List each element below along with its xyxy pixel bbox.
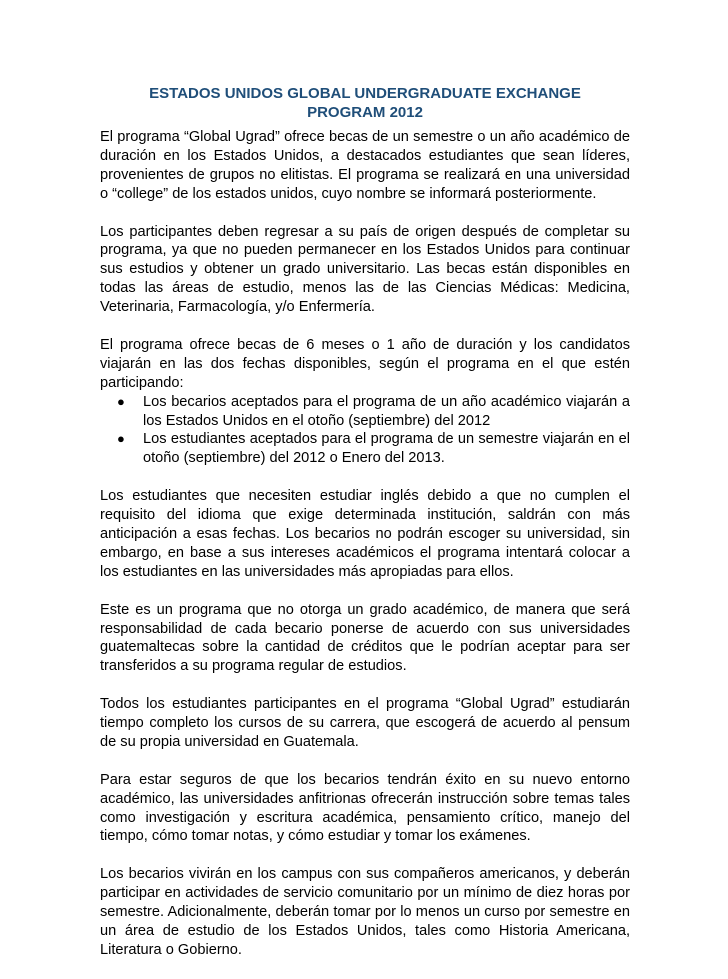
paragraph-return-requirement: Los participantes deben regresar a su país de origen después de completar su programa, ya que no pueden permanecer en los Estados Unidos para continuar sus estudios y obtener un grado universitario. Las becas están disponibles en todas las áreas de estudio, menos las de las Ciencias Médicas: Medicina, Veterinaria, Farmacología, y/o Enfermería. [100, 223, 630, 316]
paragraph-english-study: Los estudiantes que necesiten estudiar inglés debido a que no cumplen el requisito del idioma que exige determinada institución, saldrán con más anticipación a esas fechas. Los becarios no podrán escoger su universidad, sin embargo, en base a sus intereses académicos el programa intentará colocar a los estudiantes en las universidades más apropiadas para ellos. [100, 488, 630, 580]
document-title [100, 84, 630, 122]
list-item [100, 430, 630, 468]
paragraph-credits: Este es un programa que no otorga un grado académico, de manera que será responsabilidad de cada becario ponerse de acuerdo con sus universidades guatemaltecas sobre la cantidad de créditos que le podrían aceptar para ser transferidos a su programa regular de estudios. [100, 601, 630, 675]
list-item-text: Los becarios aceptados para el programa de un año académico viajarán a los Estados Unidos en el otoño (septiembre) del 2012 [143, 393, 630, 429]
paragraph-intro: El programa “Global Ugrad” ofrece becas de un semestre o un año académico de duración en los Estados Unidos, a destacados estudiantes que sean líderes, provenientes de grupos no elitistas. El programa se realizará en una universidad o “college” de los estados unidos, cuyo nombre se informará posteriormente. [100, 129, 630, 202]
bullet-icon: ● [117, 393, 125, 409]
paragraph-durations: El programa ofrece becas de 6 meses o 1 año de duración y los candidatos viajarán en las dos fechas disponibles, según el programa en el que estén participando: [100, 336, 630, 391]
list-item-text: Los estudiantes aceptados para el programa de un semestre viajarán en el otoño (septiembre) del 2012 o Enero del 2013. [143, 431, 630, 467]
travel-dates-list [100, 393, 630, 469]
paragraph-full-time: Todos los estudiantes participantes en el programa “Global Ugrad” estudiarán tiempo completo los cursos de su carrera, que escogerá de acuerdo al pensum de su propia universidad en Guatemala. [100, 696, 630, 750]
paragraph-academic-support: Para estar seguros de que los becarios tendrán éxito en su nuevo entorno académico, las universidades anfitrionas ofrecerán instrucción sobre temas tales como investigación y escritura académica, pensamiento crítico, manejo del tiempo, cómo tomar notas, y cómo estudiar y tomar los exámenes. [100, 771, 630, 845]
document-body [100, 128, 630, 979]
list-item [100, 393, 630, 431]
title-line-1: ESTADOS UNIDOS GLOBAL UNDERGRADUATE EXCHANGE [149, 85, 581, 102]
paragraph-campus-life: Los becarios vivirán en los campus con sus compañeros americanos, y deberán participar en actividades de servicio comunitario por un mínimo de diez horas por semestre. Adicionalmente, deberán tomar por lo menos un curso por semestre en un área de estudio de los Estados Unidos, tales como Historia Americana, Literatura o Gobierno. [100, 866, 630, 958]
bullet-icon: ● [117, 431, 125, 447]
title-line-2: PROGRAM 2012 [307, 104, 423, 121]
